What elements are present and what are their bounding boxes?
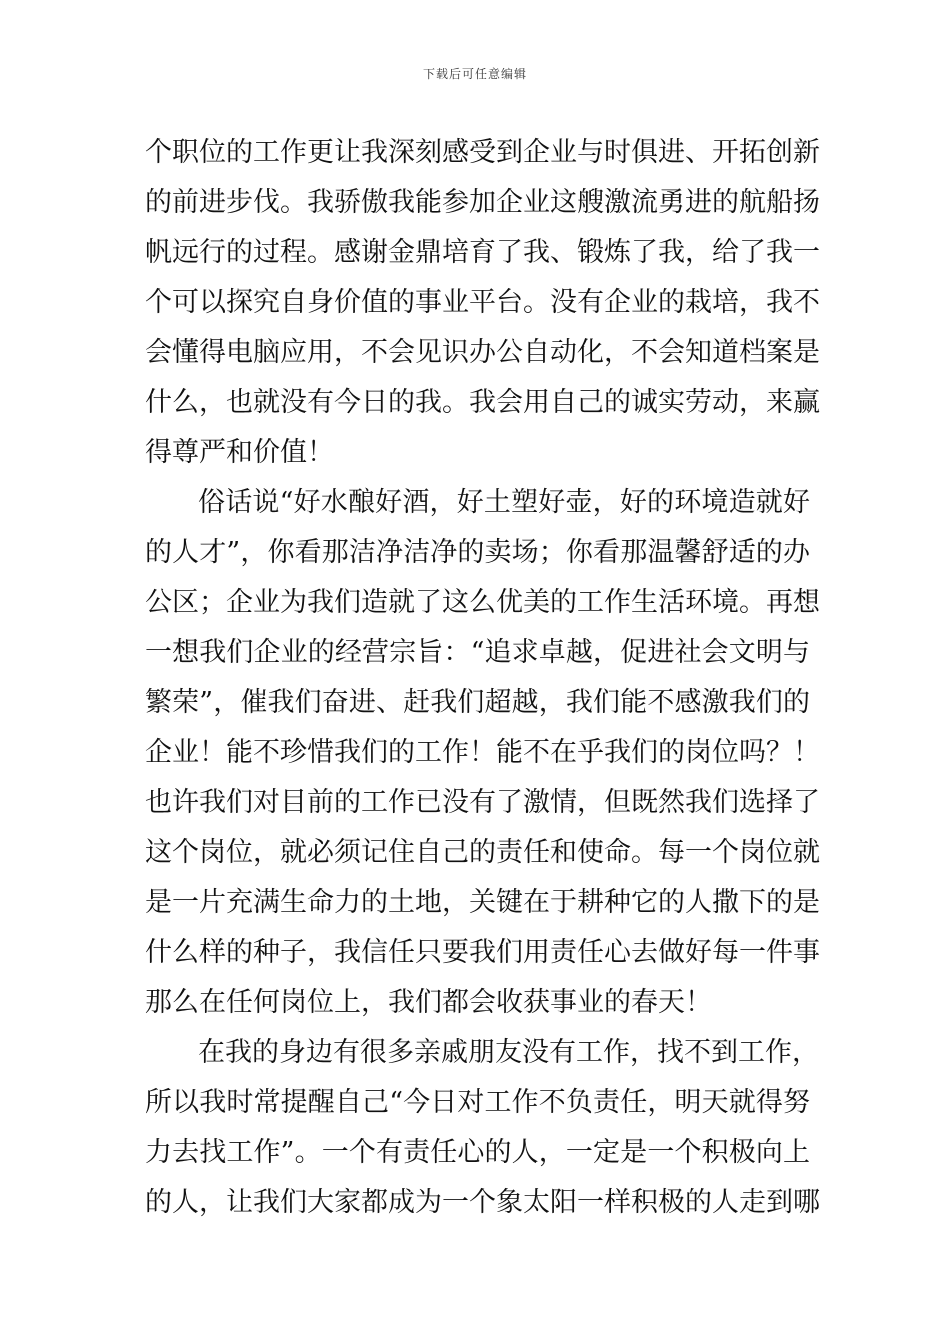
text-line: 的前进步伐。我骄傲我能参加企业这艘激流勇进的航船扬 bbox=[145, 187, 820, 218]
text-line: 的人，让我们大家都成为一个象太阳一样积极的人走到哪 bbox=[145, 1187, 820, 1218]
paragraph-first-line: 在我的身边有很多亲戚朋友没有工作，找不到工作， bbox=[198, 1037, 819, 1068]
text-line: 繁荣”，催我们奋进、赶我们超越，我们能不感激我们的 bbox=[145, 687, 810, 718]
text-line: 个可以探究自身价值的事业平台。没有企业的栽培，我不 bbox=[145, 287, 820, 318]
text-line: 会懂得电脑应用，不会见识办公自动化，不会知道档案是 bbox=[145, 337, 820, 368]
text-line: 那么在任何岗位上，我们都会收获事业的春天！ bbox=[145, 987, 712, 1018]
text-line: 得尊严和价值！ bbox=[145, 437, 334, 468]
text-line: 什么样的种子，我信任只要我们用责任心去做好每一件事 bbox=[145, 937, 820, 968]
paragraph-first-line: 俗话说“好水酿好酒，好土塑好壶，好的环境造就好 bbox=[198, 487, 810, 518]
text-line: 一想我们企业的经营宗旨：“追求卓越，促进社会文明与 bbox=[145, 637, 810, 668]
text-line: 是一片充满生命力的土地，关键在于耕种它的人撒下的是 bbox=[145, 887, 820, 918]
text-line: 力去找工作”。一个有责任心的人，一定是一个积极向上 bbox=[145, 1137, 810, 1168]
text-line: 企业！能不珍惜我们的工作！能不在乎我们的岗位吗？！ bbox=[145, 737, 820, 768]
page-header: 下载后可任意编辑 bbox=[422, 67, 527, 81]
document-body bbox=[145, 128, 820, 1228]
text-line: 这个岗位，就必须记住自己的责任和使命。每一个岗位就 bbox=[145, 837, 820, 868]
text-line: 个职位的工作更让我深刻感受到企业与时俱进、开拓创新 bbox=[145, 137, 820, 168]
text-line: 也许我们对目前的工作已没有了激情，但既然我们选择了 bbox=[145, 787, 820, 818]
text-line: 的人才”，你看那洁净洁净的卖场；你看那温馨舒适的办 bbox=[145, 537, 810, 568]
text-line: 什么，也就没有今日的我。我会用自己的诚实劳动，来赢 bbox=[145, 387, 820, 418]
text-line: 帆远行的过程。感谢金鼎培育了我、锻炼了我，给了我一 bbox=[145, 237, 820, 268]
text-line: 所以我时常提醒自己“今日对工作不负责任，明天就得努 bbox=[145, 1087, 810, 1118]
text-line: 公区；企业为我们造就了这么优美的工作生活环境。再想 bbox=[145, 587, 820, 618]
